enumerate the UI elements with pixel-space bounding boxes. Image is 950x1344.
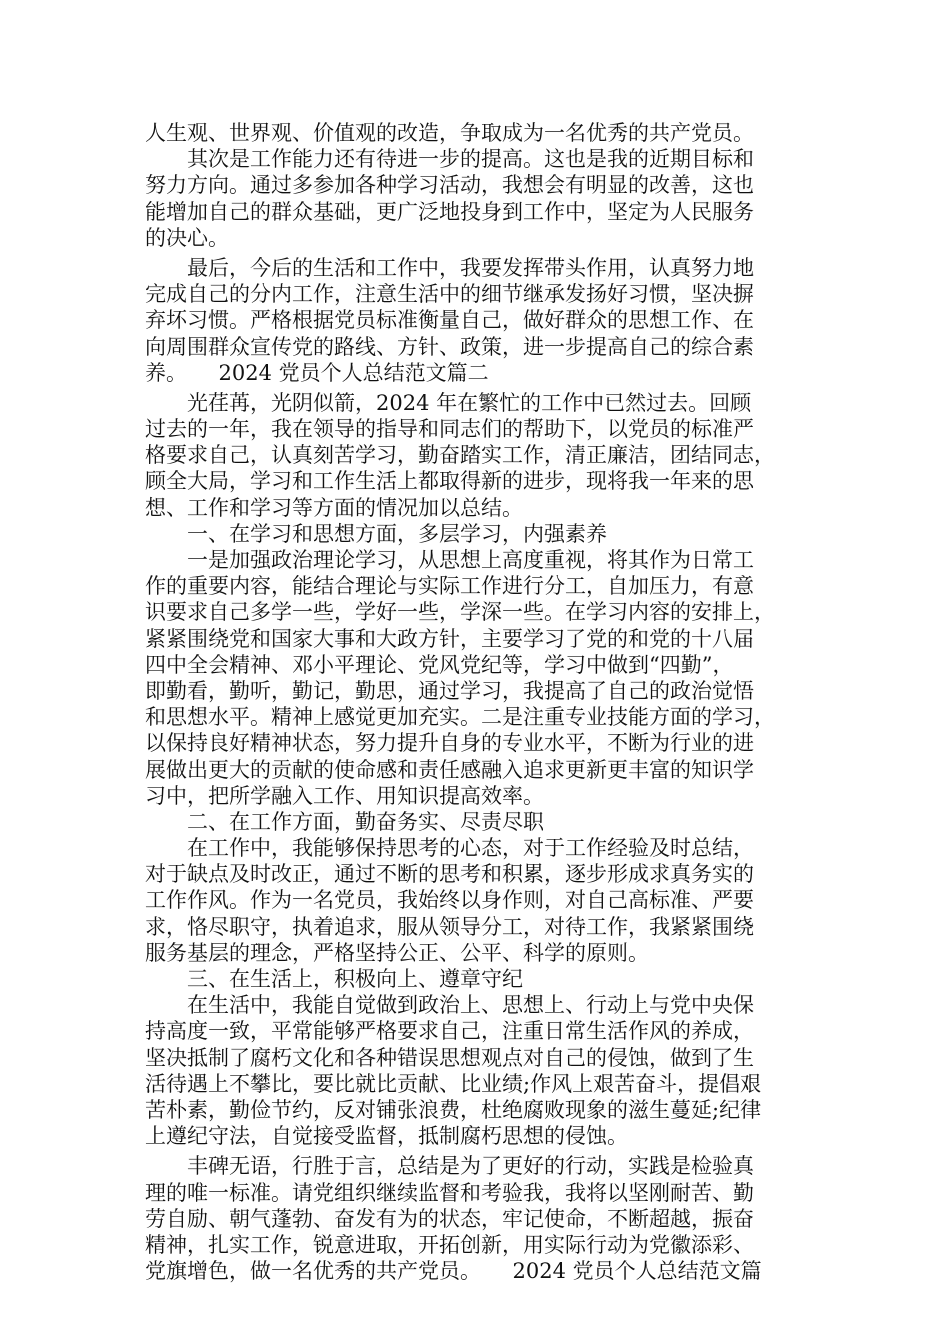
text-line: 苦朴素，勤俭节约，反对铺张浪费，杜绝腐败现象的滋生蔓延;纪律	[145, 1097, 762, 1122]
text-line: 紧紧围绕党和国家大事和大政方针，主要学习了党的和党的十八届	[145, 626, 754, 651]
text-line: 完成自己的分内工作，注意生活中的细节继承发扬好习惯，坚决摒	[145, 282, 754, 307]
text-line: 和思想水平。精神上感觉更加充实。二是注重专业技能方面的学习，	[145, 705, 775, 730]
text-line: 劳自励、朝气蓬勃、奋发有为的状态，牢记使命，不断超越，振奋	[145, 1206, 754, 1231]
text-line: 在生活中，我能自觉做到政治上、思想上、行动上与党中央保	[145, 993, 754, 1018]
text-line: 人生观、世界观、价值观的改造，争取成为一名优秀的共产党员。	[145, 121, 754, 145]
text-line: 丰碑无语，行胜于言，总结是为了更好的行动，实践是检验真	[145, 1154, 754, 1179]
text-line: 持高度一致，平常能够严格要求自己，注重日常生活作风的养成，	[145, 1019, 754, 1044]
text-line: 弃坏习惯。严格根据党员标准衡量自己，做好群众的思想工作、在	[145, 308, 754, 333]
text-line: 想、工作和学习等方面的情况加以总结。	[145, 495, 523, 520]
text-line: 向周围群众宣传党的路线、方针、政策，进一步提高自己的综合素	[145, 334, 754, 359]
text-line: 精神，扎实工作，锐意进取，开拓创新，用实际行动为党徽添彩、	[145, 1232, 754, 1257]
text-line: 服务基层的理念，严格坚持公正、公平、科学的原则。	[145, 940, 649, 965]
text-line: 求，恪尽职守，执着追求，服从领导分工，对待工作，我紧紧围绕	[145, 914, 754, 939]
text-line: 顾全大局，学习和工作生活上都取得新的进步，现将我一年来的思	[145, 469, 754, 494]
text-line: 识要求自己多学一些，学好一些，学深一些。在学习内容的安排上，	[145, 600, 775, 625]
text-line: 党旗增色，做一名优秀的共产党员。 2024 党员个人总结范文篇	[145, 1259, 762, 1284]
text-line: 上遵纪守法，自觉接受监督，抵制腐朽思想的侵蚀。	[145, 1124, 628, 1149]
text-line: 光荏苒，光阴似箭，2024 年在繁忙的工作中已然过去。回顾	[145, 390, 752, 415]
text-line: 格要求自己，认真刻苦学习，勤奋踏实工作，清正廉洁，团结同志，	[145, 443, 775, 468]
text-line: 过去的一年，我在领导的指导和同志们的帮助下，以党员的标准严	[145, 417, 754, 442]
text-line: 一是加强政治理论学习，从思想上高度重视，将其作为日常工	[145, 548, 754, 572]
text-line: 习中，把所学融入工作、用知识提高效率。	[145, 783, 544, 808]
section-heading: 三、在生活上，积极向上、遵章守纪	[145, 967, 523, 991]
text-line: 能增加自己的群众基础，更广泛地投身到工作中，坚定为人民服务	[145, 199, 754, 224]
text-line: 工作作风。作为一名党员，我始终以身作则，对自己高标准、严要	[145, 888, 754, 913]
text-line: 以保持良好精神状态，努力提升自身的专业水平，不断为行业的进	[145, 731, 754, 756]
text-line: 作的重要内容，能结合理论与实际工作进行分工，自加压力，有意	[145, 574, 754, 599]
text-line: 四中全会精神、邓小平理论、党风党纪等，学习中做到“四勤”，	[145, 652, 734, 677]
text-line: 即勤看，勤听，勤记，勤思，通过学习，我提高了自己的政治觉悟	[145, 678, 754, 703]
section-heading: 二、在工作方面，勤奋务实、尽责尽职	[145, 809, 544, 834]
section-heading: 一、在学习和思想方面，多层学习，内强素养	[145, 521, 607, 546]
text-line: 活待遇上不攀比，要比就比贡献、比业绩;作风上艰苦奋斗，提倡艰	[145, 1071, 762, 1096]
text-line: 养。 2024 党员个人总结范文篇二	[145, 360, 489, 385]
text-line: 展做出更大的贡献的使命感和责任感融入追求更新更丰富的知识学	[145, 757, 754, 782]
text-line: 努力方向。通过多参加各种学习活动，我想会有明显的改善，这也	[145, 173, 754, 198]
text-line: 对于缺点及时改正，通过不断的思考和积累，逐步形成求真务实的	[145, 862, 754, 887]
text-line: 在工作中，我能够保持思考的心态，对于工作经验及时总结，	[145, 836, 754, 861]
document-body	[145, 120, 825, 1284]
text-line: 其次是工作能力还有待进一步的提高。这也是我的近期目标和	[145, 147, 754, 172]
text-line: 的决心。	[145, 225, 229, 250]
text-line: 坚决抵制了腐朽文化和各种错误思想观点对自己的侵蚀，做到了生	[145, 1045, 754, 1070]
text-line: 最后，今后的生活和工作中，我要发挥带头作用，认真努力地	[145, 255, 754, 280]
text-line: 理的唯一标准。请党组织继续监督和考验我，我将以坚刚耐苦、勤	[145, 1180, 754, 1205]
